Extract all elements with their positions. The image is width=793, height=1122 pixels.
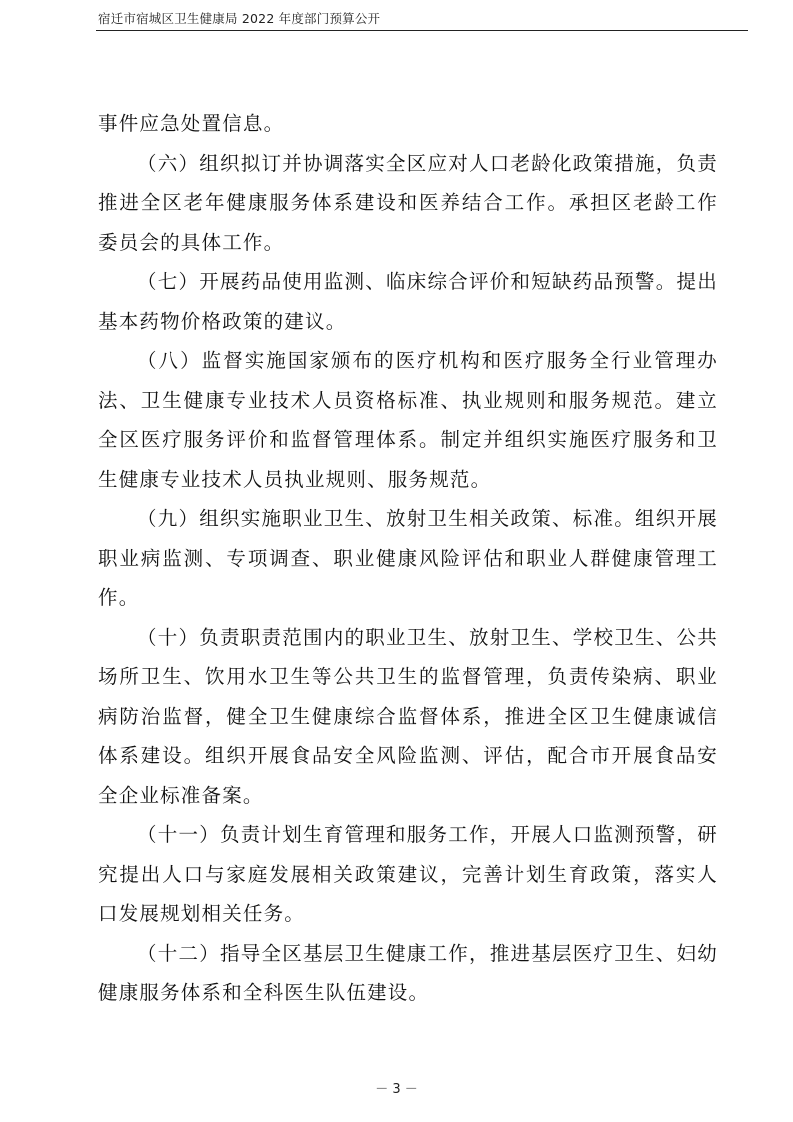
document-body [98, 104, 718, 1013]
paragraph-item-8: （八）监督实施国家颁布的医疗机构和医疗服务全行业管理办法、卫生健康专业技术人员资格标准、执业规则和服务规范。建立全区医疗服务评价和监督管理体系。制定并组织实施医疗服务和卫生健康专业技术人员执业规则、服务规范。 [98, 349, 718, 491]
paragraph-item-6: （六）组织拟订并协调落实全区应对人口老龄化政策措施，负责推进全区老年健康服务体系建设和医养结合工作。承担区老龄工作委员会的具体工作。 [98, 151, 718, 254]
paragraph-item-7: （七）开展药品使用监测、临床综合评价和短缺药品预警。提出基本药物价格政策的建议。 [98, 270, 718, 333]
header-divider [96, 30, 748, 31]
paragraph-item-9: （九）组织实施职业卫生、放射卫生相关政策、标准。组织开展职业病监测、专项调查、职业健康风险评估和职业人群健康管理工作。 [98, 507, 718, 609]
document-header-title: 宿迁市宿城区卫生健康局 2022 年度部门预算公开 [98, 11, 381, 26]
paragraph-item-12: （十二）指导全区基层卫生健康工作，推进基层医疗卫生、妇幼健康服务体系和全科医生队伍建设。 [98, 941, 718, 1004]
page-number: － 3 － [375, 1082, 418, 1097]
paragraph-item-11: （十一）负责计划生育管理和服务工作，开展人口监测预警，研究提出人口与家庭发展相关政策建议，完善计划生育政策，落实人口发展规划相关任务。 [98, 823, 718, 925]
paragraph-item-10: （十）负责职责范围内的职业卫生、放射卫生、学校卫生、公共场所卫生、饮用水卫生等公共卫生的监督管理，负责传染病、职业病防治监督，健全卫生健康综合监督体系，推进全区卫生健康诚信体系建设。组织开展食品安全风险监测、评估，配合市开展食品安全企业标准备案。 [98, 625, 718, 807]
paragraph-continuation: 事件应急处置信息。 [98, 112, 285, 135]
